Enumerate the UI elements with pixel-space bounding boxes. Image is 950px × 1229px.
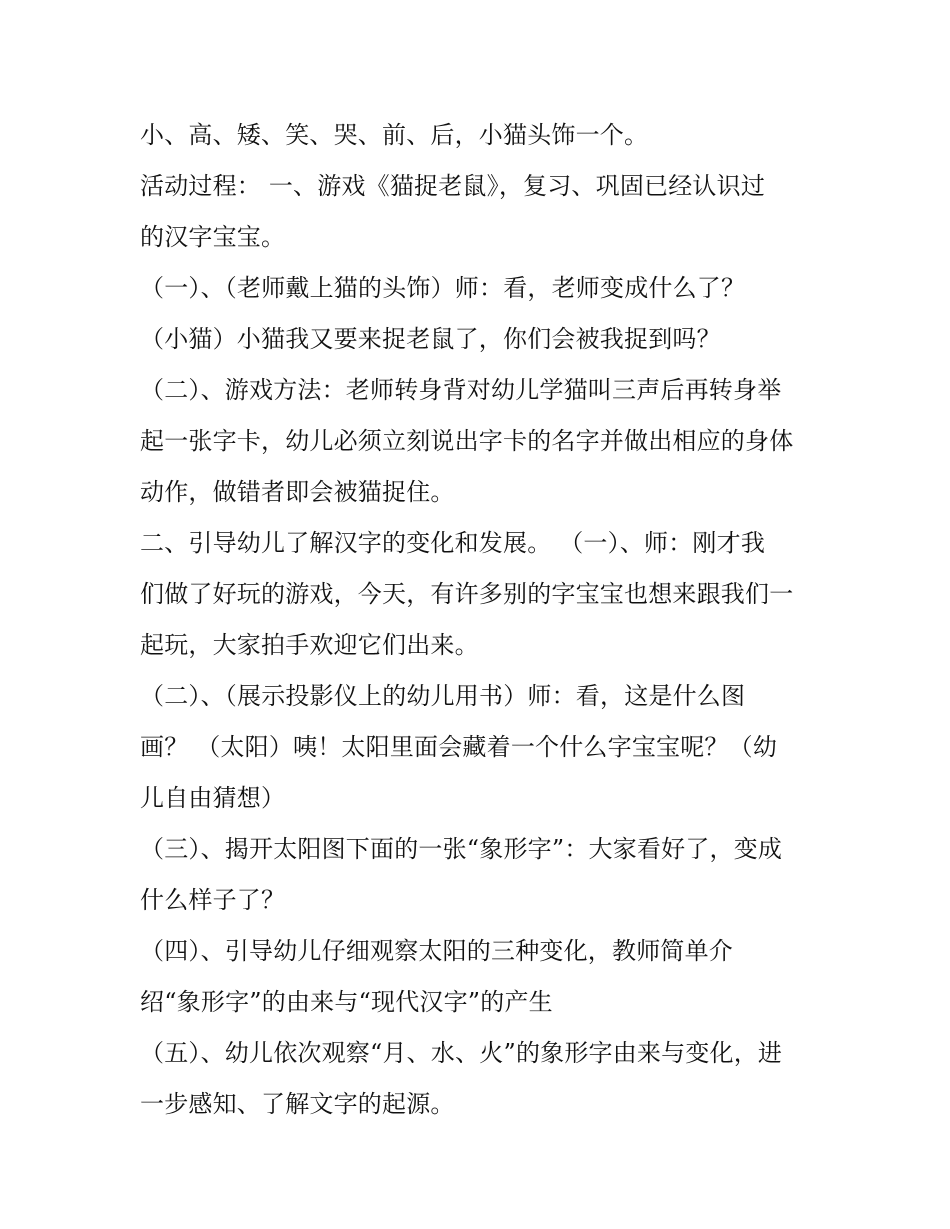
- text-line-2: 活动过程： 一、游戏《猫捉老鼠》，复习、巩固已经认识过: [140, 172, 766, 200]
- text-line-7: 起一张字卡，幼儿必须立刻说出字卡的名字并做出相应的身体: [140, 427, 794, 455]
- text-line-6: （二）、游戏方法：老师转身背对幼儿学猫叫三声后再转身举: [140, 376, 782, 404]
- text-line-5: （小猫）小猫我又要来捉老鼠了，你们会被我捉到吗？: [140, 325, 721, 353]
- text-line-15: （三）、揭开太阳图下面的一张“象形字”：大家看好了，变成: [140, 835, 783, 863]
- text-line-4: （一）、（老师戴上猫的头饰）师：看，老师变成什么了？: [140, 274, 746, 302]
- text-line-18: 绍“象形字”的由来与“现代汉字”的产生: [140, 988, 553, 1016]
- text-line-9: 二、引导幼儿了解汉字的变化和发展。 （一）、师：刚才我: [140, 529, 766, 557]
- text-line-14: 儿自由猜想）: [140, 784, 286, 812]
- text-line-12: （二）、（展示投影仪上的幼儿用书）师：看，这是什么图: [140, 682, 746, 710]
- text-line-8: 动作，做错者即会被猫捉住。: [140, 478, 455, 506]
- document-body: [140, 110, 820, 1130]
- text-line-19: （五）、幼儿依次观察“月、水、火”的象形字由来与变化，进: [140, 1039, 783, 1067]
- text-line-11: 起玩，大家拍手欢迎它们出来。: [140, 631, 479, 659]
- text-line-17: （四）、引导幼儿仔细观察太阳的三种变化，教师简单介: [140, 937, 733, 965]
- text-line-1: 小、高、矮、笑、哭、前、后，小猫头饰一个。: [140, 121, 649, 149]
- text-line-10: 们做了好玩的游戏，今天，有许多别的字宝宝也想来跟我们一: [140, 580, 794, 608]
- text-line-16: 什么样子了？: [140, 886, 286, 914]
- text-line-13: 画？ （太阳）咦！太阳里面会藏着一个什么字宝宝呢？（幼: [140, 733, 778, 761]
- text-line-3: 的汉字宝宝。: [140, 223, 286, 251]
- text-line-20: 一步感知、了解文字的起源。: [140, 1090, 455, 1118]
